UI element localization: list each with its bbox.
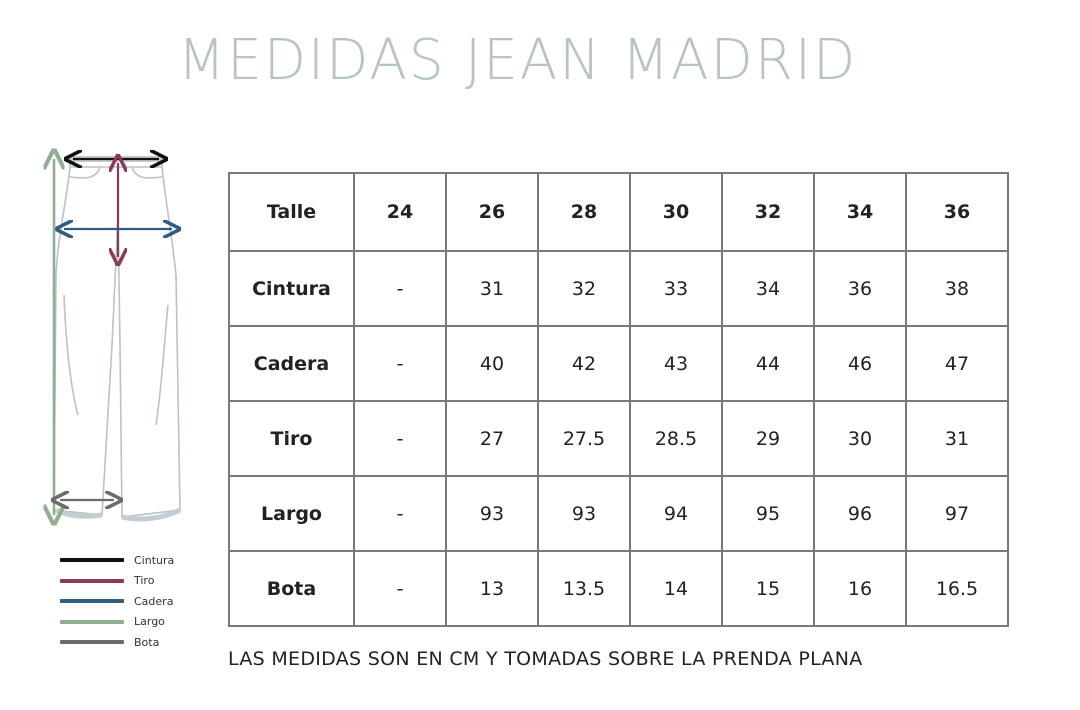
- table-cell: 31: [446, 251, 538, 326]
- table-cell: 94: [630, 476, 722, 551]
- table-cell: 34: [722, 251, 814, 326]
- legend-item-largo: [60, 612, 210, 633]
- table-cell: -: [354, 401, 446, 476]
- legend-swatch: [60, 558, 124, 562]
- table-cell: 47: [906, 326, 1008, 401]
- table-header-row: [229, 173, 1008, 251]
- table-row: [229, 251, 1008, 326]
- table-row: [229, 476, 1008, 551]
- table-cell: 16: [814, 551, 906, 626]
- row-label: Bota: [229, 551, 354, 626]
- legend: [60, 550, 210, 653]
- header-cell: 32: [722, 173, 814, 251]
- table-cell: 42: [538, 326, 630, 401]
- table-row: [229, 551, 1008, 626]
- table-cell: 93: [538, 476, 630, 551]
- table-cell: 13: [446, 551, 538, 626]
- legend-swatch: [60, 640, 124, 644]
- table-cell: 16.5: [906, 551, 1008, 626]
- legend-label: Tiro: [134, 574, 155, 588]
- legend-item-cadera: [60, 591, 210, 612]
- legend-label: Bota: [134, 635, 160, 649]
- header-cell: 36: [906, 173, 1008, 251]
- table-cell: 46: [814, 326, 906, 401]
- table-cell: 32: [538, 251, 630, 326]
- header-cell: 26: [446, 173, 538, 251]
- header-cell: 30: [630, 173, 722, 251]
- table-cell: 27: [446, 401, 538, 476]
- table-cell: 28.5: [630, 401, 722, 476]
- table-cell: 95: [722, 476, 814, 551]
- table-cell: 93: [446, 476, 538, 551]
- table-cell: 33: [630, 251, 722, 326]
- jeans-diagram: [40, 145, 200, 535]
- table-row: [229, 326, 1008, 401]
- table-cell: -: [354, 476, 446, 551]
- table-cell: -: [354, 551, 446, 626]
- table-cell: 14: [630, 551, 722, 626]
- legend-item-bota: [60, 632, 210, 653]
- row-label: Cintura: [229, 251, 354, 326]
- table-cell: 40: [446, 326, 538, 401]
- table-cell: 15: [722, 551, 814, 626]
- page-title: MEDIDAS JEAN MADRID: [177, 28, 858, 93]
- row-label: Largo: [229, 476, 354, 551]
- table-cell: 38: [906, 251, 1008, 326]
- legend-item-cintura: [60, 550, 210, 571]
- row-label: Cadera: [229, 326, 354, 401]
- table-cell: 13.5: [538, 551, 630, 626]
- table-row: [229, 401, 1008, 476]
- table-cell: 44: [722, 326, 814, 401]
- legend-swatch: [60, 579, 124, 583]
- header-cell: Talle: [229, 173, 354, 251]
- row-label: Tiro: [229, 401, 354, 476]
- legend-swatch: [60, 599, 124, 603]
- measurement-note: LAS MEDIDAS SON EN CM Y TOMADAS SOBRE LA PRENDA PLANA: [228, 648, 863, 670]
- table-cell: 97: [906, 476, 1008, 551]
- legend-label: Cintura: [134, 553, 175, 567]
- legend-label: Largo: [134, 615, 165, 629]
- header-cell: 24: [354, 173, 446, 251]
- legend-label: Cadera: [134, 594, 174, 608]
- legend-swatch: [60, 620, 124, 624]
- size-table: [228, 172, 1009, 627]
- table-cell: 36: [814, 251, 906, 326]
- header-cell: 34: [814, 173, 906, 251]
- table-cell: 43: [630, 326, 722, 401]
- table-cell: 96: [814, 476, 906, 551]
- table-cell: 29: [722, 401, 814, 476]
- table-cell: 31: [906, 401, 1008, 476]
- table-cell: -: [354, 251, 446, 326]
- table-cell: -: [354, 326, 446, 401]
- table-cell: 30: [814, 401, 906, 476]
- legend-item-tiro: [60, 571, 210, 592]
- header-cell: 28: [538, 173, 630, 251]
- table-cell: 27.5: [538, 401, 630, 476]
